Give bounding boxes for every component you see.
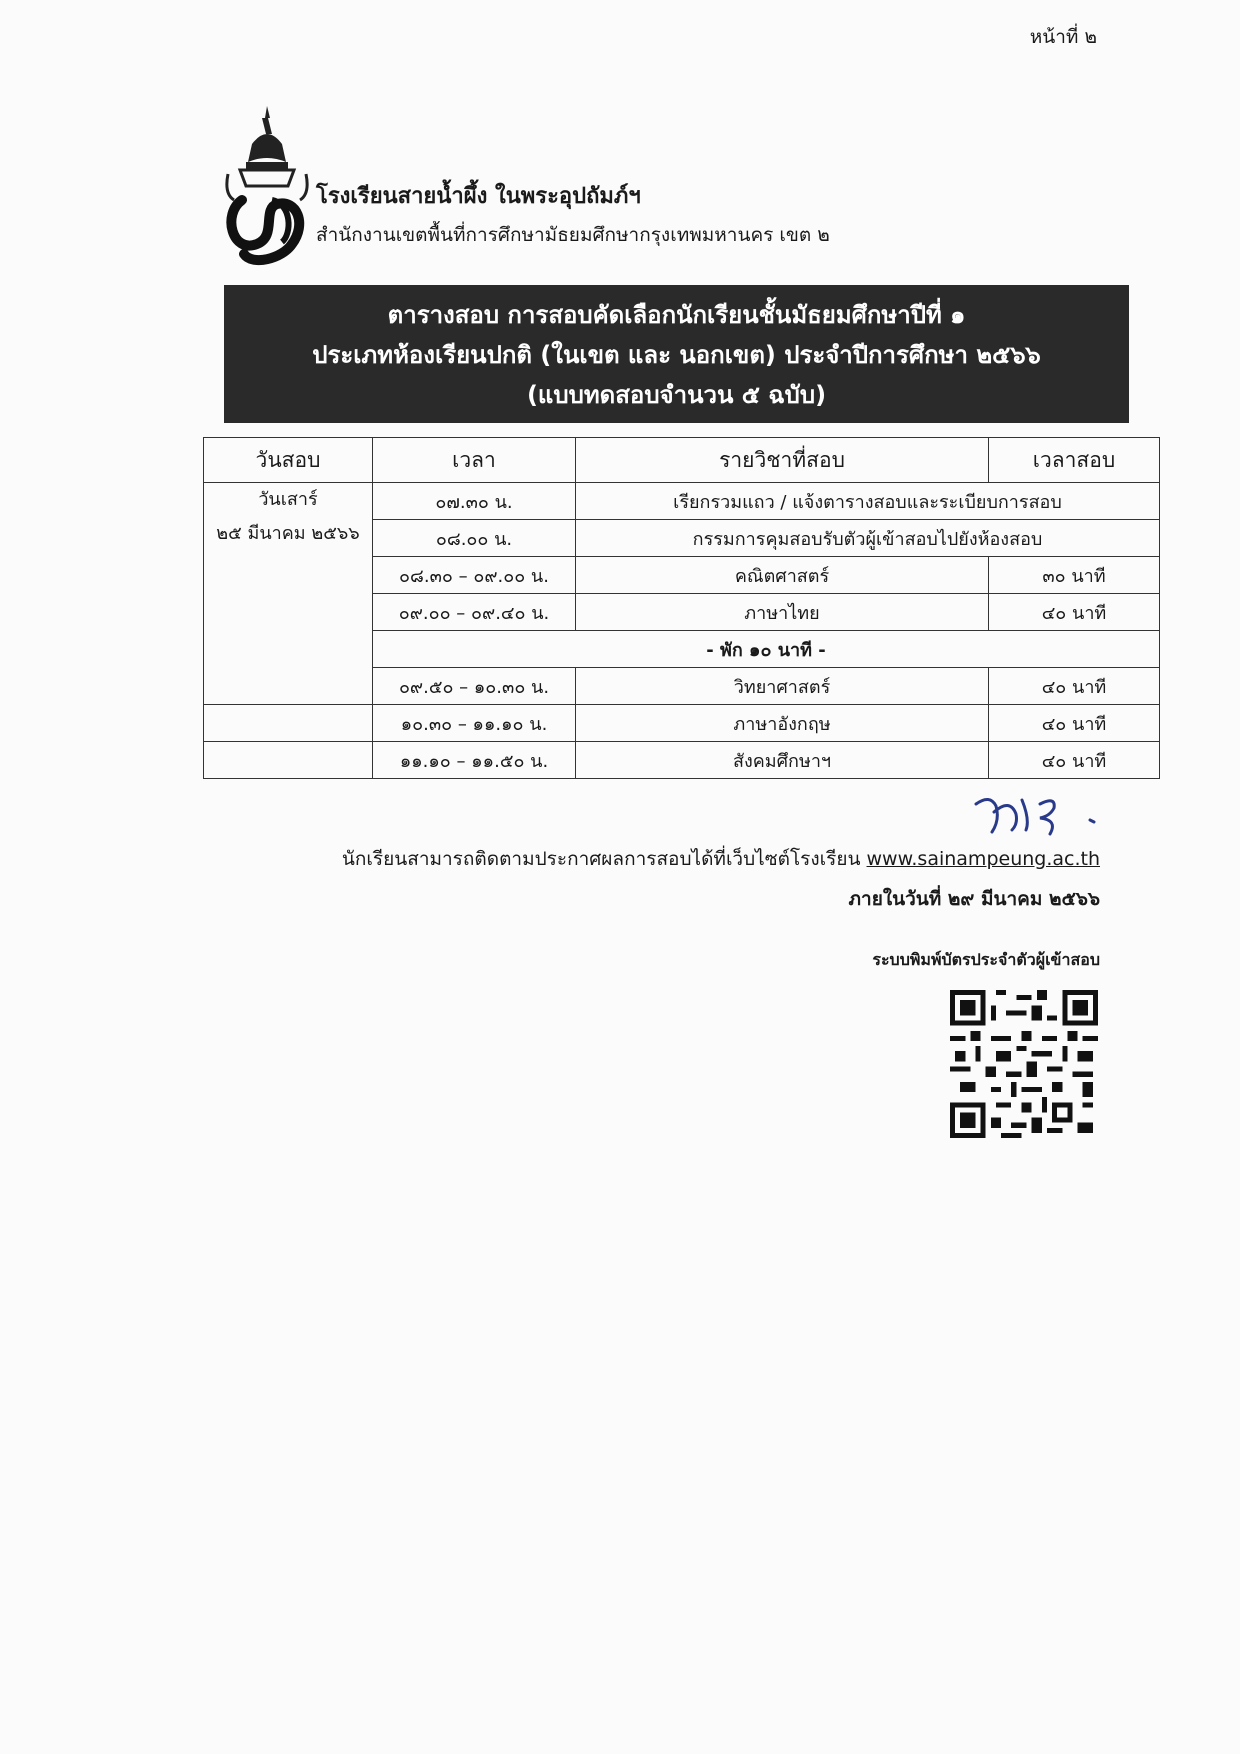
column-header-date: วันสอบ <box>204 438 373 483</box>
row-subject: คณิตศาสตร์ <box>576 557 989 594</box>
row-subject: กรรมการคุมสอบรับตัวผู้เข้าสอบไปยังห้องสอบ <box>576 520 1160 557</box>
column-header-time: เวลา <box>373 438 576 483</box>
result-date: ภายในวันที่ ๒๙ มีนาคม ๒๕๖๖ <box>848 888 1100 910</box>
school-header <box>222 104 842 269</box>
row-duration: ๓๐ นาที <box>989 557 1160 594</box>
row-time: ๐๗.๓๐ น. <box>373 483 576 520</box>
row-subject: เรียกรวมแถว / แจ้งตารางสอบและระเบียบการสอบ <box>576 483 1160 520</box>
qr-caption: ระบบพิมพ์บัตรประจำตัวผู้เข้าสอบ <box>872 950 1100 969</box>
row-duration: ๔๐ นาที <box>989 594 1160 631</box>
school-emblem-icon <box>222 104 312 269</box>
table-row <box>204 705 1160 742</box>
row-time: ๐๘.๓๐ – ๐๙.๐๐ น. <box>373 557 576 594</box>
row-duration: ๔๐ นาที <box>989 742 1160 779</box>
result-announcement-text: นักเรียนสามารถติดตามประกาศผลการสอบได้ที่เว็บไซต์โรงเรียน <box>341 848 861 870</box>
row-subject: สังคมศึกษาฯ <box>576 742 989 779</box>
exam-day-cell <box>204 483 373 705</box>
row-time: ๐๘.๐๐ น. <box>373 520 576 557</box>
exam-schedule-table <box>203 437 1160 779</box>
row-duration: ๔๐ นาที <box>989 705 1160 742</box>
table-row <box>204 483 1160 520</box>
table-header-row <box>204 438 1160 483</box>
row-subject: ภาษาอังกฤษ <box>576 705 989 742</box>
title-line-3: (แบบทดสอบจำนวน ๕ ฉบับ) <box>526 381 827 409</box>
office-name: สำนักงานเขตพื้นที่การศึกษามัธยมศึกษากรุงเทพมหานคร เขต ๒ <box>316 224 830 246</box>
qr-code-icon[interactable] <box>950 990 1098 1138</box>
row-subject: วิทยาศาสตร์ <box>576 668 989 705</box>
row-subject: ภาษาไทย <box>576 594 989 631</box>
school-website-link[interactable]: www.sainampeung.ac.th <box>866 848 1100 870</box>
exam-day-name: วันเสาร์ <box>258 489 318 510</box>
column-header-subject: รายวิชาที่สอบ <box>576 438 989 483</box>
row-time: ๑๐.๓๐ – ๑๑.๑๐ น. <box>373 705 576 742</box>
page-number: หน้าที่ ๒ <box>1029 26 1097 48</box>
row-duration: ๔๐ นาที <box>989 668 1160 705</box>
row-time: ๑๑.๑๐ – ๑๑.๕๐ น. <box>373 742 576 779</box>
empty-day-cell <box>204 705 373 742</box>
result-announcement <box>342 844 1100 874</box>
school-name: โรงเรียนสายน้ำผึ้ง ในพระอุปถัมภ์ฯ <box>316 184 641 209</box>
handwritten-signature-icon <box>970 790 1150 840</box>
row-time: ๐๙.๕๐ – ๑๐.๓๐ น. <box>373 668 576 705</box>
break-label: - พัก ๑๐ นาที - <box>373 631 1160 668</box>
title-line-2: ประเภทห้องเรียนปกติ (ในเขต และ นอกเขต) ประจำปีการศึกษา ๒๕๖๖ <box>312 341 1041 369</box>
row-time: ๐๙.๐๐ – ๐๙.๔๐ น. <box>373 594 576 631</box>
table-row <box>204 742 1160 779</box>
empty-day-cell <box>204 742 373 779</box>
exam-title-banner <box>224 285 1129 423</box>
exam-day-date: ๒๕ มีนาคม ๒๕๖๖ <box>216 523 360 544</box>
title-line-1: ตารางสอบ การสอบคัดเลือกนักเรียนชั้นมัธยมศึกษาปีที่ ๑ <box>387 301 966 329</box>
column-header-duration: เวลาสอบ <box>989 438 1160 483</box>
